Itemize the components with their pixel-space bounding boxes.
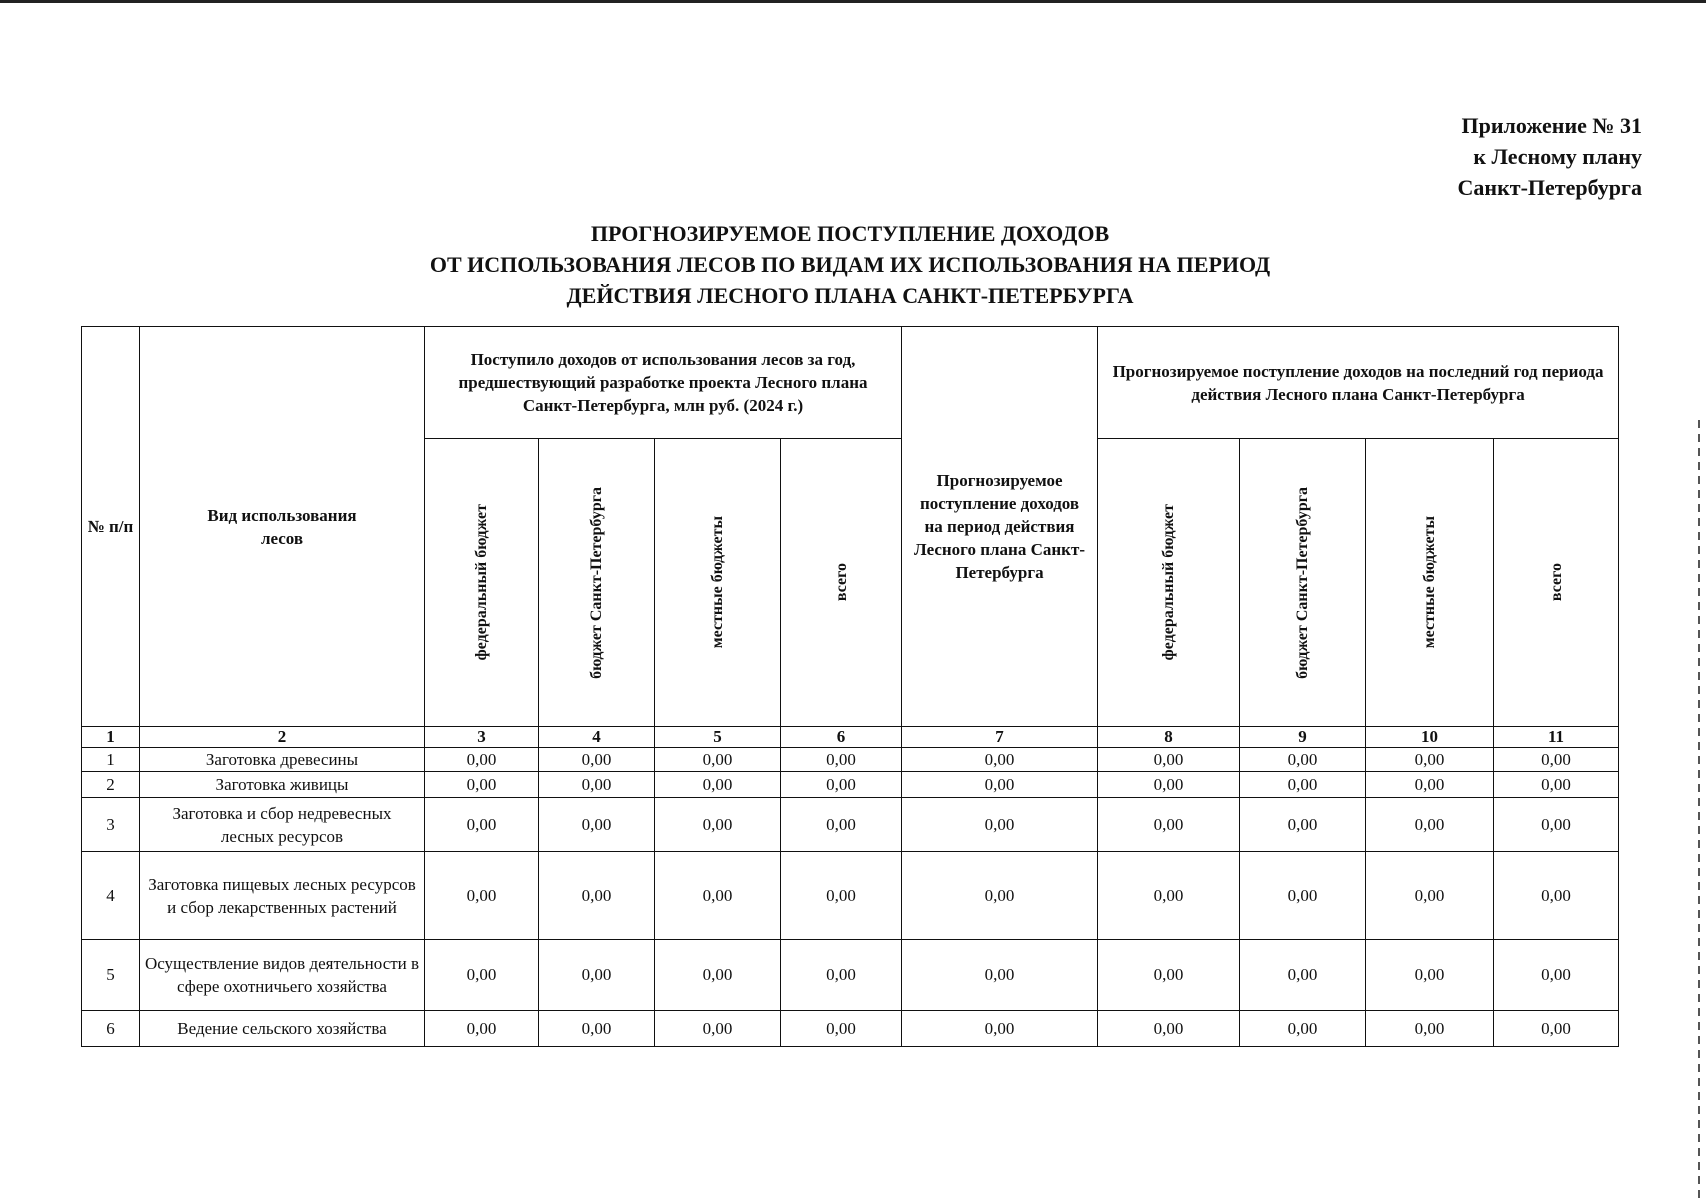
- cell-value: 0,00: [781, 940, 902, 1011]
- cell-value: 0,00: [1366, 1011, 1494, 1047]
- row-name: Заготовка древесины: [140, 748, 425, 772]
- header-kind: Вид использования лесов: [140, 327, 425, 727]
- column-number: 6: [781, 727, 902, 748]
- column-number: 9: [1240, 727, 1366, 748]
- header-received-group: Поступило доходов от использования лесов за год, предшествующий разработке проекта Лесного плана Санкт-Петербурга, млн руб. (2024 г.): [425, 327, 902, 439]
- header-received-spb: бюджет Санкт-Петербурга: [539, 439, 655, 727]
- header-forecast-local: местные бюджеты: [1366, 439, 1494, 727]
- header-forecast-period: Прогнозируемое поступление доходов на период действия Лесного плана Санкт-Петербурга: [902, 327, 1098, 727]
- table-row: [82, 772, 1619, 798]
- cell-value: 0,00: [655, 852, 781, 940]
- cell-value: 0,00: [539, 798, 655, 852]
- column-number: 2: [140, 727, 425, 748]
- row-name: Заготовка пищевых лесных ресурсов и сбор лекарственных растений: [140, 852, 425, 940]
- cell-value: 0,00: [1494, 940, 1619, 1011]
- cell-value: 0,00: [902, 852, 1098, 940]
- revenue-table: [81, 326, 1619, 1047]
- cell-value: 0,00: [539, 1011, 655, 1047]
- cell-value: 0,00: [1098, 748, 1240, 772]
- header-forecast-federal: федеральный бюджет: [1098, 439, 1240, 727]
- appendix-line-3: Санкт-Петербурга: [1457, 175, 1642, 200]
- cell-value: 0,00: [1240, 852, 1366, 940]
- row-name: Осуществление видов деятельности в сфере охотничьего хозяйства: [140, 940, 425, 1011]
- row-num: 1: [82, 748, 140, 772]
- header-received-federal: федеральный бюджет: [425, 439, 539, 727]
- cell-value: 0,00: [425, 940, 539, 1011]
- table-row: [82, 798, 1619, 852]
- cell-value: 0,00: [1098, 852, 1240, 940]
- cell-value: 0,00: [781, 798, 902, 852]
- cell-value: 0,00: [1366, 772, 1494, 798]
- column-number: 7: [902, 727, 1098, 748]
- row-name: Заготовка и сбор недревесных лесных ресурсов: [140, 798, 425, 852]
- header-received-local: местные бюджеты: [655, 439, 781, 727]
- cell-value: 0,00: [1366, 748, 1494, 772]
- cell-value: 0,00: [655, 940, 781, 1011]
- column-number: 4: [539, 727, 655, 748]
- row-num: 5: [82, 940, 140, 1011]
- header-num: № п/п: [82, 327, 140, 727]
- cell-value: 0,00: [425, 772, 539, 798]
- cell-value: 0,00: [1494, 772, 1619, 798]
- row-num: 3: [82, 798, 140, 852]
- row-num: 4: [82, 852, 140, 940]
- cell-value: 0,00: [1494, 748, 1619, 772]
- title-line-1: ПРОГНОЗИРУЕМОЕ ПОСТУПЛЕНИЕ ДОХОДОВ: [590, 221, 1110, 246]
- header-forecast-spb: бюджет Санкт-Петербурга: [1240, 439, 1366, 727]
- cell-value: 0,00: [1494, 1011, 1619, 1047]
- cell-value: 0,00: [655, 798, 781, 852]
- cell-value: 0,00: [902, 798, 1098, 852]
- header-forecast-last-group: Прогнозируемое поступление доходов на последний год периода действия Лесного плана Санкт-Петербурга: [1098, 327, 1619, 439]
- table-row: [82, 940, 1619, 1011]
- cell-value: 0,00: [902, 940, 1098, 1011]
- title-line-2: ОТ ИСПОЛЬЗОВАНИЯ ЛЕСОВ ПО ВИДАМ ИХ ИСПОЛЬЗОВАНИЯ НА ПЕРИОД: [429, 252, 1271, 277]
- cell-value: 0,00: [539, 852, 655, 940]
- row-name: Ведение сельского хозяйства: [140, 1011, 425, 1047]
- cell-value: 0,00: [425, 852, 539, 940]
- column-number: 5: [655, 727, 781, 748]
- column-number: 1: [82, 727, 140, 748]
- appendix-line-2: к Лесному плану: [1473, 144, 1642, 169]
- cell-value: 0,00: [1240, 798, 1366, 852]
- column-number: 3: [425, 727, 539, 748]
- column-number-row: [82, 727, 1619, 748]
- cell-value: 0,00: [425, 798, 539, 852]
- cell-value: 0,00: [1366, 852, 1494, 940]
- header-forecast-total: всего: [1494, 439, 1619, 727]
- table-row: [82, 852, 1619, 940]
- cell-value: 0,00: [1240, 940, 1366, 1011]
- header-received-total: всего: [781, 439, 902, 727]
- page-edge: [0, 0, 1706, 3]
- table-row: [82, 1011, 1619, 1047]
- cell-value: 0,00: [1240, 772, 1366, 798]
- cell-value: 0,00: [1366, 940, 1494, 1011]
- cell-value: 0,00: [539, 748, 655, 772]
- cell-value: 0,00: [1494, 798, 1619, 852]
- cell-value: 0,00: [1098, 940, 1240, 1011]
- cell-value: 0,00: [781, 1011, 902, 1047]
- cell-value: 0,00: [1240, 1011, 1366, 1047]
- cell-value: 0,00: [1098, 798, 1240, 852]
- cell-value: 0,00: [781, 748, 902, 772]
- column-number: 8: [1098, 727, 1240, 748]
- cell-value: 0,00: [425, 748, 539, 772]
- document-title: [250, 218, 1450, 311]
- appendix-line-1: Приложение № 31: [1461, 113, 1642, 138]
- row-num: 6: [82, 1011, 140, 1047]
- title-line-3: ДЕЙСТВИЯ ЛЕСНОГО ПЛАНА САНКТ-ПЕТЕРБУРГА: [566, 283, 1134, 308]
- cell-value: 0,00: [655, 1011, 781, 1047]
- cell-value: 0,00: [902, 772, 1098, 798]
- cell-value: 0,00: [655, 748, 781, 772]
- cell-value: 0,00: [1366, 798, 1494, 852]
- cell-value: 0,00: [902, 748, 1098, 772]
- cell-value: 0,00: [539, 772, 655, 798]
- cell-value: 0,00: [1098, 772, 1240, 798]
- cell-value: 0,00: [539, 940, 655, 1011]
- column-number: 10: [1366, 727, 1494, 748]
- cell-value: 0,00: [1240, 748, 1366, 772]
- cell-value: 0,00: [781, 852, 902, 940]
- cell-value: 0,00: [1098, 1011, 1240, 1047]
- page-edge-right: [1698, 420, 1700, 1200]
- table-row: [82, 748, 1619, 772]
- row-num: 2: [82, 772, 140, 798]
- cell-value: 0,00: [655, 772, 781, 798]
- cell-value: 0,00: [1494, 852, 1619, 940]
- cell-value: 0,00: [902, 1011, 1098, 1047]
- appendix-note: [1458, 110, 1642, 203]
- column-number: 11: [1494, 727, 1619, 748]
- row-name: Заготовка живицы: [140, 772, 425, 798]
- cell-value: 0,00: [425, 1011, 539, 1047]
- cell-value: 0,00: [781, 772, 902, 798]
